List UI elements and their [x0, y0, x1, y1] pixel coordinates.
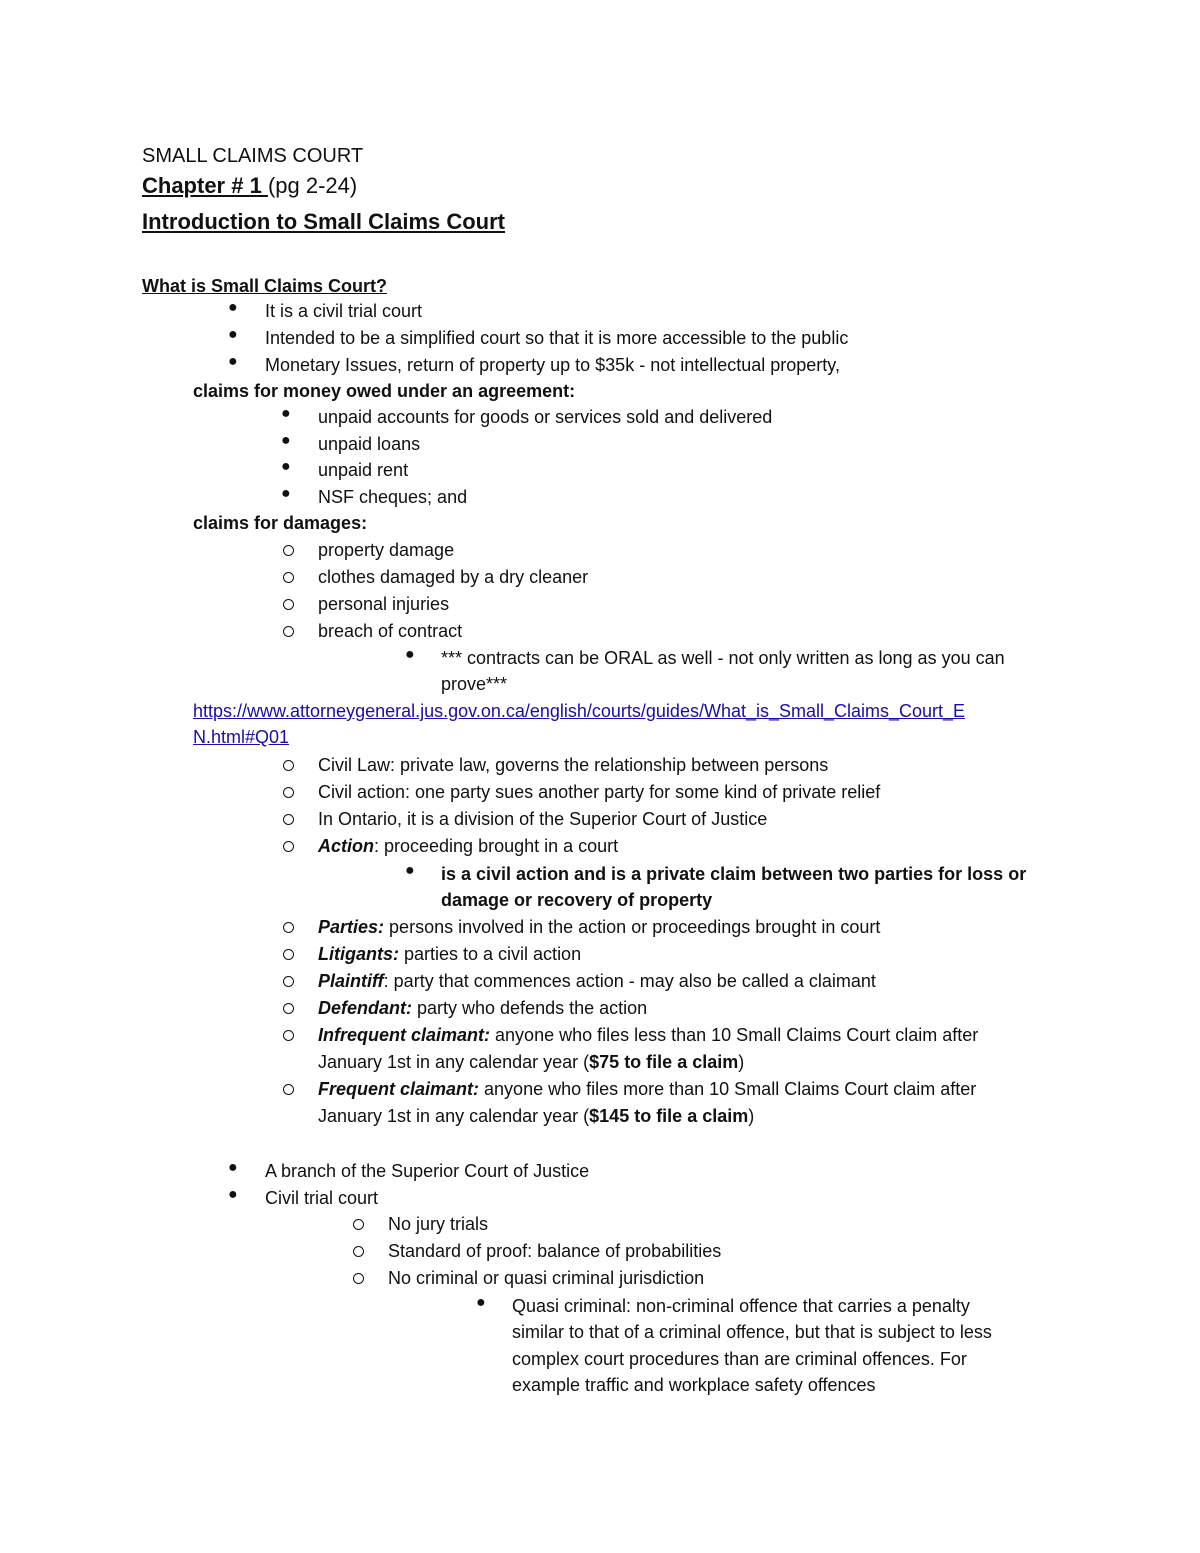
- circle-bullet-icon: [283, 976, 294, 987]
- list-item: Plaintiff: party that commences action - may also be called a claimant: [318, 971, 876, 991]
- bullet-icon: ●: [281, 432, 291, 449]
- list-item: property damage: [318, 540, 455, 560]
- action-note-line: damage or recovery of property: [441, 890, 713, 910]
- bullet-icon: ●: [476, 1294, 486, 1311]
- circle-bullet-icon: [283, 760, 294, 771]
- list-item: It is a civil trial court: [265, 301, 423, 321]
- quasi-line: Quasi criminal: non-criminal offence that carries a penalty: [512, 1296, 970, 1316]
- list-item: In Ontario, it is a division of the Superior Court of Justice: [318, 809, 768, 829]
- list-item: Action: proceeding brought in a court: [318, 836, 619, 856]
- circle-bullet-icon: [283, 1084, 294, 1095]
- circle-bullet-icon: [353, 1273, 364, 1284]
- list-item: Frequent claimant: anyone who files more than 10 Small Claims Court claim after: [318, 1079, 977, 1099]
- bullet-icon: ●: [228, 1186, 238, 1203]
- bullet-icon: ●: [281, 405, 291, 422]
- circle-bullet-icon: [353, 1219, 364, 1230]
- list-item: Monetary Issues, return of property up to $35k - not intellectual property,: [265, 355, 840, 375]
- contract-note-line: *** contracts can be ORAL as well - not only written as long as you can: [441, 648, 1005, 668]
- circle-bullet-icon: [283, 922, 294, 933]
- bullet-icon: ●: [405, 646, 415, 663]
- circle-bullet-icon: [283, 626, 294, 637]
- list-item: Infrequent claimant: anyone who files less than 10 Small Claims Court claim after: [318, 1025, 979, 1045]
- list-item-continued: January 1st in any calendar year ($75 to file a claim): [318, 1052, 745, 1072]
- circle-bullet-icon: [283, 599, 294, 610]
- list-item: Parties: persons involved in the action or proceedings brought in court: [318, 917, 881, 937]
- chapter-heading: Chapter # 1 (pg 2-24): [142, 173, 358, 198]
- circle-bullet-icon: [283, 949, 294, 960]
- circle-bullet-icon: [283, 841, 294, 852]
- reference-link-continued[interactable]: N.html#Q01: [193, 727, 290, 747]
- document-title: SMALL CLAIMS COURT: [142, 145, 364, 167]
- list-item: personal injuries: [318, 594, 450, 614]
- list-item: breach of contract: [318, 621, 463, 641]
- bullet-icon: ●: [228, 326, 238, 343]
- list-item: No criminal or quasi criminal jurisdiction: [388, 1268, 705, 1288]
- list-item: unpaid accounts for goods or services sold and delivered: [318, 407, 773, 427]
- list-item: Standard of proof: balance of probabilities: [388, 1241, 722, 1261]
- list-item: Civil action: one party sues another party for some kind of private relief: [318, 782, 881, 802]
- list-item: clothes damaged by a dry cleaner: [318, 567, 589, 587]
- bullet-icon: ●: [228, 1159, 238, 1176]
- contract-note-line: prove***: [441, 674, 508, 694]
- list-item: Civil Law: private law, governs the relationship between persons: [318, 755, 829, 775]
- reference-link[interactable]: https://www.attorneygeneral.jus.gov.on.ca/english/courts/guides/What_is_Small_Claims_Court_E: [193, 701, 966, 721]
- list-item: unpaid rent: [318, 460, 409, 480]
- action-note-line: is a civil action and is a private claim between two parties for loss or: [441, 864, 1027, 884]
- money-owed-heading: claims for money owed under an agreement:: [193, 381, 576, 401]
- list-item: NSF cheques; and: [318, 487, 468, 507]
- list-item: unpaid loans: [318, 434, 421, 454]
- quasi-line: complex court procedures than are criminal offences. For: [512, 1349, 967, 1369]
- list-item-continued: January 1st in any calendar year ($145 to file a claim): [318, 1106, 755, 1126]
- chapter-subtitle: Introduction to Small Claims Court: [142, 209, 506, 234]
- circle-bullet-icon: [283, 1003, 294, 1014]
- bullet-icon: ●: [281, 458, 291, 475]
- damages-heading: claims for damages:: [193, 513, 368, 533]
- circle-bullet-icon: [353, 1246, 364, 1257]
- circle-bullet-icon: [283, 545, 294, 556]
- quasi-line: similar to that of a criminal offence, but that is subject to less: [512, 1322, 992, 1342]
- bullet-icon: ●: [405, 862, 415, 879]
- quasi-line: example traffic and workplace safety offences: [512, 1375, 876, 1395]
- circle-bullet-icon: [283, 572, 294, 583]
- list-item: No jury trials: [388, 1214, 489, 1234]
- section-question: What is Small Claims Court?: [142, 276, 388, 296]
- circle-bullet-icon: [283, 787, 294, 798]
- bullet-icon: ●: [228, 353, 238, 370]
- circle-bullet-icon: [283, 1030, 294, 1041]
- list-item: Defendant: party who defends the action: [318, 998, 648, 1018]
- circle-bullet-icon: [283, 814, 294, 825]
- list-item: Intended to be a simplified court so that it is more accessible to the public: [265, 328, 849, 348]
- list-item: Civil trial court: [265, 1188, 379, 1208]
- list-item: Litigants: parties to a civil action: [318, 944, 582, 964]
- bullet-icon: ●: [228, 299, 238, 316]
- list-item: A branch of the Superior Court of Justice: [265, 1161, 590, 1181]
- bullet-icon: ●: [281, 485, 291, 502]
